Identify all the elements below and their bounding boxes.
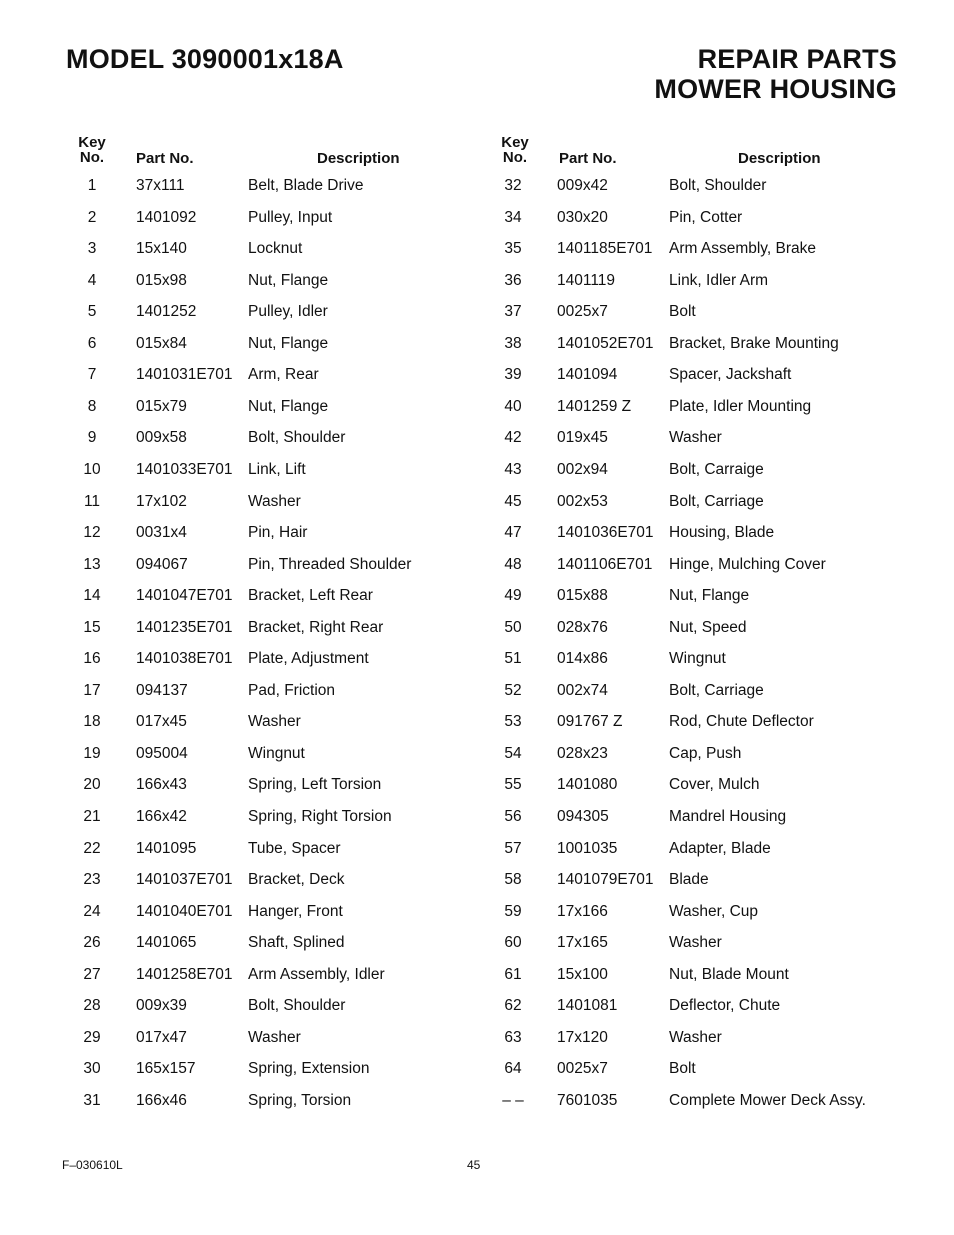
table-row (493, 233, 923, 264)
part-no-cell: 1001035 (557, 839, 618, 857)
key-no-cell: 10 (83, 460, 101, 478)
description-cell: Nut, Flange (248, 397, 329, 415)
table-row (72, 170, 502, 201)
table-row (493, 202, 923, 233)
description-cell: Washer (248, 492, 301, 510)
part-no-cell: 014x86 (557, 650, 608, 668)
table-row (72, 233, 502, 264)
right-column-header (495, 135, 875, 169)
table-row (72, 1022, 502, 1053)
part-no-cell: 1401095 (136, 839, 197, 857)
key-no-cell: 24 (83, 902, 101, 920)
description-header: Description (738, 150, 821, 167)
part-no-header: Part No. (136, 150, 194, 167)
description-cell: Pulley, Input (248, 208, 333, 226)
key-no-cell: 9 (87, 429, 97, 447)
key-no-cell: 40 (504, 397, 522, 415)
table-row (493, 612, 923, 643)
part-no-cell: 15x140 (136, 240, 187, 258)
key-no-cell: 39 (504, 366, 522, 384)
key-no-cell: 58 (504, 871, 522, 889)
table-row (493, 706, 923, 737)
description-cell: Washer (669, 429, 722, 447)
table-row (493, 328, 923, 359)
table-row (72, 643, 502, 674)
part-no-cell: 1401259 Z (557, 397, 632, 415)
table-row (493, 990, 923, 1021)
table-row (72, 549, 502, 580)
description-cell: Bolt, Carriage (669, 492, 764, 510)
part-no-cell: 1401052E701 (557, 334, 654, 352)
description-cell: Washer, Cup (669, 902, 759, 920)
table-row (493, 296, 923, 327)
table-row (493, 265, 923, 296)
key-no-cell: 63 (504, 1028, 522, 1046)
table-row (72, 864, 502, 895)
table-row (493, 643, 923, 674)
table-row (72, 296, 502, 327)
table-row (493, 1053, 923, 1084)
key-no-cell: 31 (83, 1091, 101, 1109)
table-row (493, 422, 923, 453)
model-title: MODEL 3090001x18A (66, 44, 344, 74)
part-no-cell: 17x166 (557, 902, 608, 920)
table-row (72, 359, 502, 390)
table-row (72, 580, 502, 611)
description-cell: Pin, Hair (248, 524, 308, 542)
description-cell: Cover, Mulch (669, 776, 760, 794)
part-no-cell: 1401106E701 (557, 555, 653, 573)
key-no-cell: 45 (504, 492, 522, 510)
description-cell: Rod, Chute Deflector (669, 713, 814, 731)
part-no-cell: 1401252 (136, 303, 197, 321)
description-cell: Pulley, Idler (248, 303, 328, 321)
key-no-cell: 51 (504, 650, 522, 668)
description-cell: Nut, Speed (669, 618, 747, 636)
description-cell: Bracket, Right Rear (248, 618, 384, 636)
key-no-cell: 37 (504, 303, 522, 321)
table-row (493, 864, 923, 895)
key-no-header (495, 135, 535, 165)
part-no-cell: 1401040E701 (136, 902, 233, 920)
table-row (72, 833, 502, 864)
description-cell: Wingnut (669, 650, 726, 668)
description-cell: Spring, Extension (248, 1060, 370, 1078)
table-row (72, 927, 502, 958)
key-no-cell: 27 (83, 965, 101, 983)
key-no-cell: 49 (504, 587, 522, 605)
table-row (493, 738, 923, 769)
key-header-line1: Key (501, 134, 529, 151)
key-no-cell: 21 (83, 808, 101, 825)
key-no-cell: 53 (504, 713, 522, 731)
description-cell: Washer (669, 1028, 722, 1046)
description-header: Description (317, 150, 400, 167)
description-cell: Deflector, Chute (669, 997, 781, 1015)
key-no-cell: 30 (83, 1060, 101, 1078)
description-cell: Locknut (248, 240, 303, 258)
part-no-cell: 37x111 (136, 177, 185, 194)
key-no-cell: 7 (87, 366, 97, 384)
key-no-cell: 4 (87, 271, 97, 289)
key-header-line1: Key (78, 134, 106, 151)
description-cell: Nut, Flange (248, 334, 329, 352)
description-cell: Tube, Spacer (248, 839, 341, 857)
key-no-cell: – – (502, 1091, 524, 1109)
table-row (493, 896, 923, 927)
part-no-cell: 15x100 (557, 965, 608, 983)
description-cell: Bolt, Shoulder (248, 997, 346, 1015)
key-no-cell: 42 (504, 429, 522, 447)
part-no-cell: 1401081 (557, 997, 618, 1015)
key-no-cell: 14 (83, 587, 101, 605)
part-no-cell: 017x45 (136, 713, 187, 731)
part-no-cell: 017x47 (136, 1028, 187, 1046)
part-no-cell: 0031x4 (136, 524, 187, 542)
key-no-cell: 55 (504, 776, 522, 794)
part-no-cell: 1401037E701 (136, 871, 233, 889)
key-no-cell: 52 (504, 681, 522, 699)
section-title-line1: REPAIR PARTS (697, 44, 897, 74)
table-row (493, 801, 923, 832)
table-row (72, 1053, 502, 1084)
part-no-header: Part No. (559, 150, 617, 167)
description-cell: Complete Mower Deck Assy. (669, 1091, 866, 1109)
key-no-cell: 56 (504, 808, 522, 825)
description-cell: Pin, Cotter (669, 208, 743, 226)
part-no-cell: 015x98 (136, 271, 187, 289)
part-no-cell: 019x45 (557, 429, 608, 447)
part-no-cell: 094067 (136, 555, 188, 573)
table-row (493, 959, 923, 990)
part-no-cell: 015x84 (136, 334, 187, 352)
part-no-cell: 094305 (557, 808, 609, 825)
key-no-cell: 13 (83, 555, 101, 573)
description-cell: Pad, Friction (248, 681, 336, 699)
section-title (654, 44, 897, 104)
description-cell: Bolt (669, 1060, 696, 1078)
description-cell: Nut, Flange (669, 587, 750, 605)
part-no-cell: 095004 (136, 744, 188, 762)
part-no-cell: 1401080 (557, 776, 618, 794)
description-cell: Washer (669, 934, 722, 952)
description-cell: Spacer, Jackshaft (669, 366, 792, 384)
description-cell: Spring, Right Torsion (248, 808, 392, 825)
description-cell: Washer (248, 713, 301, 731)
table-row (72, 486, 502, 517)
key-no-cell: 57 (504, 839, 522, 857)
key-no-cell: 17 (83, 681, 101, 699)
table-row (493, 927, 923, 958)
description-cell: Bolt (669, 303, 696, 321)
part-no-cell: 1401185E701 (557, 240, 653, 258)
table-row (72, 612, 502, 643)
description-cell: Nut, Blade Mount (669, 965, 789, 983)
table-row (72, 422, 502, 453)
description-cell: Bolt, Shoulder (669, 177, 767, 194)
part-no-cell: 028x23 (557, 744, 608, 762)
table-row (493, 359, 923, 390)
table-row (72, 265, 502, 296)
document-code: F–030610L (62, 1158, 123, 1172)
key-no-cell: 28 (83, 997, 101, 1015)
description-cell: Washer (248, 1028, 301, 1046)
key-no-cell: 47 (504, 524, 522, 542)
part-no-cell: 1401036E701 (557, 524, 654, 542)
part-no-cell: 002x53 (557, 492, 608, 510)
part-no-cell: 165x157 (136, 1060, 196, 1078)
section-title-line2: MOWER HOUSING (654, 74, 897, 104)
key-no-cell: 11 (83, 492, 101, 510)
part-no-cell: 166x43 (136, 776, 187, 794)
key-no-cell: 15 (83, 618, 101, 636)
description-cell: Arm Assembly, Idler (248, 965, 385, 983)
description-cell: Hinge, Mulching Cover (669, 555, 826, 573)
part-no-cell: 1401065 (136, 934, 197, 952)
key-no-cell: 61 (504, 965, 522, 983)
table-row (72, 202, 502, 233)
description-cell: Cap, Push (669, 744, 742, 762)
part-no-cell: 0025x7 (557, 1060, 608, 1078)
part-no-cell: 030x20 (557, 208, 608, 226)
table-row (72, 769, 502, 800)
part-no-cell: 1401119 (557, 271, 616, 289)
key-no-cell: 64 (504, 1060, 522, 1078)
key-no-cell: 23 (83, 871, 101, 889)
table-row (493, 454, 923, 485)
table-row (493, 833, 923, 864)
part-no-cell: 17x120 (557, 1028, 608, 1046)
description-cell: Bolt, Carraige (669, 460, 764, 478)
part-no-cell: 1401033E701 (136, 460, 233, 478)
key-header-line2: No. (79, 149, 105, 166)
part-no-cell: 091767 Z (557, 713, 623, 731)
description-cell: Plate, Adjustment (248, 650, 369, 668)
part-no-cell: 028x76 (557, 618, 608, 636)
key-no-cell: 50 (504, 618, 522, 636)
key-no-cell: 6 (87, 334, 97, 352)
key-no-cell: 29 (83, 1028, 101, 1046)
description-cell: Bracket, Deck (248, 871, 345, 889)
description-cell: Housing, Blade (669, 524, 775, 542)
description-cell: Blade (669, 871, 709, 889)
table-row (72, 454, 502, 485)
table-row (72, 990, 502, 1021)
key-no-cell: 38 (504, 334, 522, 352)
table-row (493, 170, 923, 201)
description-cell: Bracket, Brake Mounting (669, 334, 839, 352)
table-row (493, 1022, 923, 1053)
part-no-cell: 002x94 (557, 460, 608, 478)
description-cell: Shaft, Splined (248, 934, 345, 952)
part-no-cell: 002x74 (557, 681, 608, 699)
description-cell: Bracket, Left Rear (248, 587, 373, 605)
table-row (493, 391, 923, 422)
key-no-cell: 2 (87, 208, 97, 226)
part-no-cell: 1401094 (557, 366, 618, 384)
description-cell: Arm, Rear (248, 366, 319, 384)
table-row (72, 1085, 502, 1116)
table-row (72, 517, 502, 548)
table-row (493, 675, 923, 706)
key-no-cell: 20 (83, 776, 101, 794)
part-no-cell: 1401235E701 (136, 618, 233, 636)
table-row (72, 328, 502, 359)
key-no-cell: 8 (87, 397, 97, 415)
description-cell: Belt, Blade Drive (248, 177, 364, 194)
key-no-cell: 54 (504, 744, 522, 762)
description-cell: Mandrel Housing (669, 808, 787, 825)
part-no-cell: 009x58 (136, 429, 187, 447)
description-cell: Spring, Left Torsion (248, 776, 382, 794)
part-no-cell: 1401079E701 (557, 871, 654, 889)
description-cell: Pin, Threaded Shoulder (248, 555, 412, 573)
key-no-cell: 1 (87, 177, 97, 194)
part-no-cell: 7601035 (557, 1091, 618, 1109)
part-no-cell: 1401092 (136, 208, 197, 226)
key-no-cell: 35 (504, 240, 522, 258)
description-cell: Plate, Idler Mounting (669, 397, 812, 415)
part-no-cell: 1401258E701 (136, 965, 233, 983)
part-no-cell: 1401038E701 (136, 650, 233, 668)
table-row (72, 391, 502, 422)
table-row (493, 769, 923, 800)
table-row (493, 580, 923, 611)
part-no-cell: 094137 (136, 681, 188, 699)
key-no-cell: 32 (504, 177, 522, 194)
part-no-cell: 015x79 (136, 397, 187, 415)
key-no-cell: 60 (504, 934, 522, 952)
table-row (72, 738, 502, 769)
part-no-cell: 17x165 (557, 934, 608, 952)
description-cell: Spring, Torsion (248, 1091, 352, 1109)
description-cell: Link, Idler Arm (669, 271, 769, 289)
key-no-cell: 16 (83, 650, 101, 668)
key-no-cell: 5 (87, 303, 97, 321)
table-row (72, 896, 502, 927)
description-cell: Link, Lift (248, 460, 306, 478)
key-no-cell: 3 (87, 240, 97, 258)
table-row (493, 486, 923, 517)
part-no-cell: 1401047E701 (136, 587, 233, 605)
part-no-cell: 009x42 (557, 177, 608, 194)
table-row (72, 801, 502, 832)
part-no-cell: 015x88 (557, 587, 608, 605)
part-no-cell: 17x102 (136, 492, 187, 510)
part-no-cell: 009x39 (136, 997, 187, 1015)
description-cell: Arm Assembly, Brake (669, 240, 817, 258)
table-row (72, 706, 502, 737)
description-cell: Adapter, Blade (669, 839, 771, 857)
key-no-cell: 36 (504, 271, 522, 289)
description-cell: Bolt, Carriage (669, 681, 764, 699)
description-cell: Bolt, Shoulder (248, 429, 346, 447)
key-header-line2: No. (502, 149, 528, 166)
description-cell: Hanger, Front (248, 902, 343, 920)
table-row (493, 549, 923, 580)
key-no-cell: 18 (83, 713, 101, 731)
table-row (493, 1085, 923, 1116)
key-no-cell: 48 (504, 555, 522, 573)
part-no-cell: 166x42 (136, 808, 187, 825)
table-row (72, 675, 502, 706)
table-row (72, 959, 502, 990)
key-no-cell: 19 (83, 744, 101, 762)
left-column-header (72, 135, 452, 169)
key-no-cell: 26 (83, 934, 101, 952)
key-no-cell: 59 (504, 902, 522, 920)
table-row (493, 517, 923, 548)
key-no-cell: 34 (504, 208, 522, 226)
description-cell: Wingnut (248, 744, 305, 762)
part-no-cell: 1401031E701 (136, 366, 233, 384)
key-no-cell: 62 (504, 997, 522, 1015)
key-no-header (72, 135, 112, 165)
part-no-cell: 166x46 (136, 1091, 187, 1109)
key-no-cell: 22 (83, 839, 101, 857)
key-no-cell: 12 (83, 524, 101, 542)
description-cell: Nut, Flange (248, 271, 329, 289)
part-no-cell: 0025x7 (557, 303, 608, 321)
key-no-cell: 43 (504, 460, 522, 478)
page-number: 45 (467, 1158, 481, 1172)
